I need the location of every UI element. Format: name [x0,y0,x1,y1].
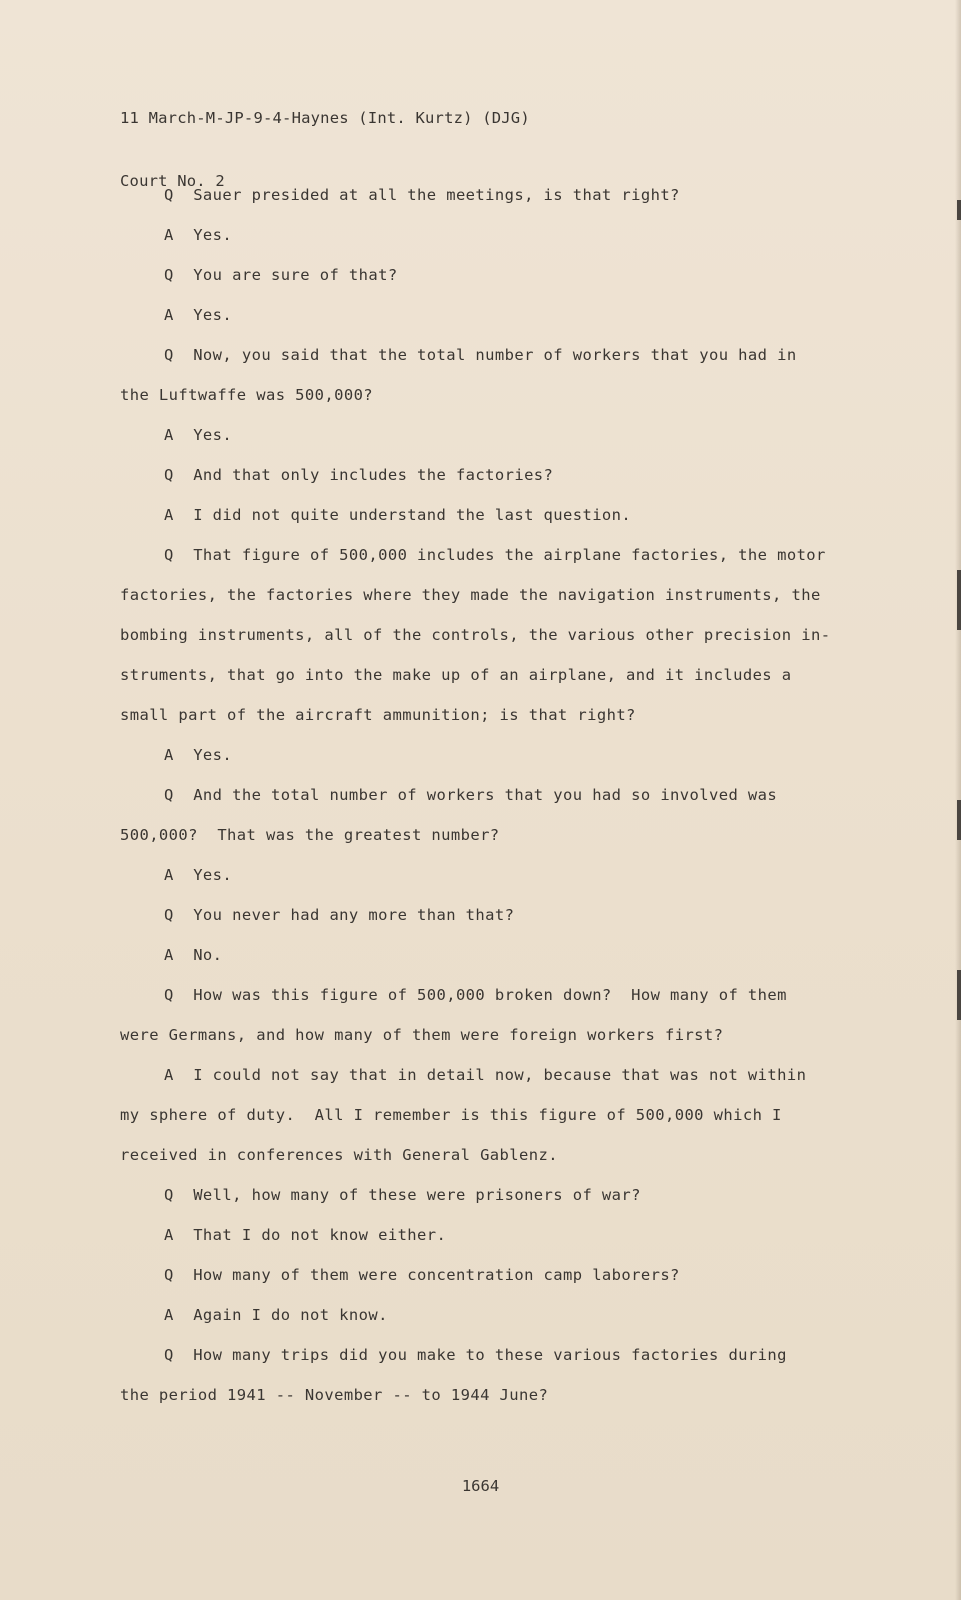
transcript-line: Q And that only includes the factories? [164,466,554,484]
transcript-line: bombing instruments, all of the controls, the various other precision in- [120,626,831,644]
transcript-line: Q How was this figure of 500,000 broken down? How many of them [164,986,787,1004]
transcript-line: Q That figure of 500,000 includes the airplane factories, the motor [164,546,826,564]
transcript-line: my sphere of duty. All I remember is this figure of 500,000 which I [120,1106,782,1124]
transcript-line: A I could not say that in detail now, because that was not within [164,1066,807,1084]
transcript-line: A Yes. [164,226,233,244]
transcript-line: Q Well, how many of these were prisoners of war? [164,1186,641,1204]
transcript-line: A No. [164,946,223,964]
transcript-line: Q You are sure of that? [164,266,398,284]
transcript-line: Q Sauer presided at all the meetings, is that right? [164,186,680,204]
transcript-line: Q How many of them were concentration camp laborers? [164,1266,680,1284]
transcript-line: A Again I do not know. [164,1306,388,1324]
page-number: 1664 [461,1477,500,1495]
transcript-line: Q How many trips did you make to these various factories during [164,1346,787,1364]
edge-mark [957,570,961,630]
transcript-line: Q And the total number of workers that you had so involved was [164,786,778,804]
edge-mark [957,200,961,220]
header-reference-line: 11 March-M-JP-9-4-Haynes (Int. Kurtz) (DJG) [120,109,530,127]
edge-mark [957,970,961,1020]
transcript-line: struments, that go into the make up of an airplane, and it includes a [120,666,792,684]
transcript-line: A I did not quite understand the last question. [164,506,632,524]
transcript-line: A Yes. [164,306,233,324]
transcript-line: A Yes. [164,866,233,884]
transcript-line: A Yes. [164,746,233,764]
transcript-line: 500,000? That was the greatest number? [120,826,500,844]
transcript-line: factories, the factories where they made the navigation instruments, the [120,586,821,604]
transcript-line: A That I do not know either. [164,1226,447,1244]
edge-mark [957,800,961,840]
transcript-line: received in conferences with General Gablenz. [120,1146,558,1164]
header-court-line: Court No. 2 [120,172,225,190]
transcript-line: were Germans, and how many of them were foreign workers first? [120,1026,724,1044]
transcript-line: A Yes. [164,426,233,444]
transcript-line: the period 1941 -- November -- to 1944 June? [120,1386,549,1404]
transcript-line: small part of the aircraft ammunition; is that right? [120,706,636,724]
transcript-body [120,175,880,1415]
transcript-line: Q You never had any more than that? [164,906,515,924]
transcript-line: the Luftwaffe was 500,000? [120,386,374,404]
transcript-line: Q Now, you said that the total number of workers that you had in [164,346,797,364]
